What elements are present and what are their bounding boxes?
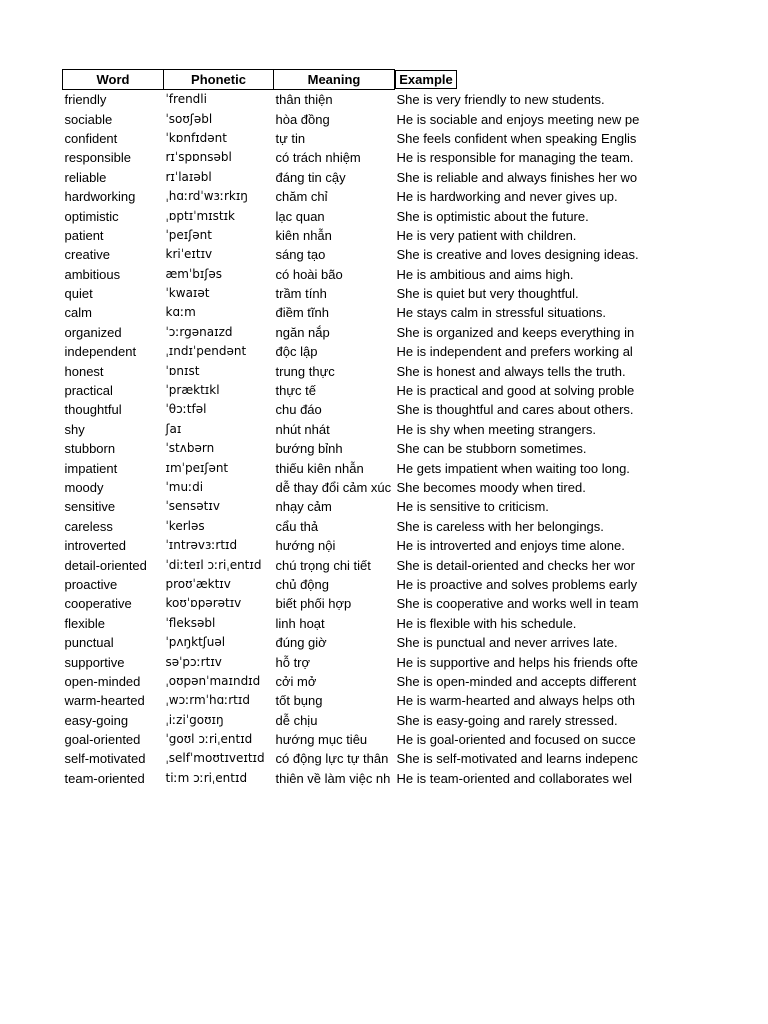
- word-cell[interactable]: easy-going: [64, 712, 129, 728]
- header-word[interactable]: Word: [63, 70, 164, 90]
- table-row: [63, 497, 649, 516]
- header-row: [63, 70, 649, 90]
- phonetic-cell[interactable]: ɪmˈpeɪʃənt: [165, 460, 229, 475]
- word-cell[interactable]: stubborn: [64, 441, 116, 457]
- table-row: [63, 517, 649, 536]
- word-cell[interactable]: organized: [64, 324, 122, 340]
- example-cell[interactable]: She is detail-oriented and checks her wor: [396, 557, 635, 573]
- table-row: [63, 148, 649, 167]
- example-cell[interactable]: He gets impatient when waiting too long.: [396, 460, 630, 476]
- phonetic-cell[interactable]: kriˈeɪtɪv: [165, 247, 213, 262]
- phonetic-cell[interactable]: səˈpɔːrtɪv: [165, 654, 222, 669]
- spreadsheet-sheet: [62, 69, 648, 788]
- meaning-cell[interactable]: biết phối hợp: [275, 596, 352, 612]
- meaning-cell[interactable]: sáng tạo: [275, 247, 326, 263]
- meaning-cell[interactable]: dễ chịu: [275, 712, 318, 728]
- meaning-cell[interactable]: có động lực tự thân: [275, 751, 389, 767]
- meaning-cell[interactable]: hướng nội: [275, 538, 336, 554]
- example-cell[interactable]: She is quiet but very thoughtful.: [396, 286, 579, 302]
- table-row: [63, 749, 649, 768]
- phonetic-cell[interactable]: ˈdiːteɪl ɔːriˌentɪd: [165, 557, 262, 572]
- vocabulary-table: [62, 69, 648, 788]
- example-cell[interactable]: He is flexible with his schedule.: [396, 615, 577, 631]
- phonetic-cell[interactable]: æmˈbɪʃəs: [165, 266, 223, 281]
- example-cell[interactable]: She is very friendly to new students.: [396, 91, 605, 107]
- table-row: [63, 730, 649, 749]
- word-cell[interactable]: shy: [64, 421, 85, 437]
- phonetic-cell[interactable]: ˌhɑːrdˈwɜːrkɪŋ: [165, 189, 248, 204]
- example-cell[interactable]: He is team-oriented and collaborates wel: [396, 770, 633, 786]
- meaning-cell[interactable]: tốt bụng: [275, 693, 323, 709]
- phonetic-cell[interactable]: ˈɪntrəvɜːrtɪd: [165, 538, 238, 553]
- table-row: [63, 672, 649, 691]
- table-row: [63, 265, 649, 284]
- table-row: [63, 168, 649, 187]
- phonetic-cell[interactable]: ˌɒptɪˈmɪstɪk: [165, 208, 236, 223]
- meaning-cell[interactable]: kiên nhẫn: [275, 227, 332, 243]
- meaning-cell[interactable]: điềm tĩnh: [275, 305, 329, 321]
- meaning-cell[interactable]: ngăn nắp: [275, 324, 330, 340]
- meaning-cell[interactable]: chăm chỉ: [275, 189, 328, 205]
- table-row: [63, 400, 649, 419]
- table-row: [63, 458, 649, 477]
- table-row: [63, 536, 649, 555]
- phonetic-cell[interactable]: kɑːm: [165, 305, 196, 320]
- table-row: [63, 439, 649, 458]
- phonetic-cell[interactable]: ˌoʊpənˈmaɪndɪd: [165, 673, 261, 688]
- table-row: [63, 420, 649, 439]
- table-row: [63, 594, 649, 613]
- example-cell[interactable]: She is reliable and always finishes her wo: [396, 169, 638, 185]
- phonetic-cell[interactable]: ˈfleksəbl: [165, 615, 216, 630]
- meaning-cell[interactable]: nhút nhát: [275, 421, 330, 437]
- table-row: [63, 245, 649, 264]
- meaning-cell[interactable]: dễ thay đổi cảm xúc: [275, 480, 392, 495]
- word-cell[interactable]: impatient: [64, 460, 118, 476]
- word-cell[interactable]: ambitious: [64, 266, 121, 282]
- table-row: [63, 109, 649, 128]
- word-cell[interactable]: careless: [64, 518, 113, 534]
- example-cell[interactable]: He is independent and prefers working al: [396, 344, 633, 360]
- phonetic-cell[interactable]: ˈkwaɪət: [165, 286, 210, 301]
- phonetic-cell[interactable]: ˈmuːdi: [165, 480, 204, 494]
- meaning-cell[interactable]: bướng bỉnh: [275, 441, 343, 457]
- word-cell[interactable]: detail-oriented: [64, 557, 147, 573]
- phonetic-cell[interactable]: ˌɪndɪˈpendənt: [165, 344, 247, 359]
- phonetic-cell[interactable]: ˈsensətɪv: [165, 499, 220, 514]
- word-cell[interactable]: hardworking: [64, 189, 136, 205]
- word-cell[interactable]: honest: [64, 363, 104, 379]
- meaning-cell[interactable]: trung thực: [275, 363, 335, 379]
- phonetic-cell[interactable]: rɪˈspɒnsəbl: [165, 150, 232, 165]
- word-cell[interactable]: proactive: [64, 576, 118, 592]
- phonetic-cell[interactable]: ˈkerləs: [165, 518, 205, 533]
- phonetic-cell[interactable]: ˈɒnɪst: [165, 363, 200, 378]
- table-row: [63, 90, 649, 110]
- table-row: [63, 323, 649, 342]
- phonetic-cell[interactable]: ˈsoʊʃəbl: [165, 111, 213, 126]
- table-row: [63, 633, 649, 652]
- phonetic-cell[interactable]: ˈstʌbərn: [165, 441, 215, 456]
- example-cell[interactable]: He is goal-oriented and focused on succe: [396, 732, 636, 748]
- word-cell[interactable]: punctual: [64, 635, 114, 651]
- phonetic-cell[interactable]: ˌselfˈmoʊtɪveɪtɪd: [165, 751, 265, 766]
- phonetic-cell[interactable]: ˈθɔːtfəl: [165, 402, 207, 417]
- table-row: [63, 769, 649, 788]
- table-row: [63, 187, 649, 206]
- phonetic-cell[interactable]: ˈpʌŋktʃuəl: [165, 635, 226, 650]
- phonetic-cell[interactable]: koʊˈɒpərətɪv: [165, 596, 242, 611]
- example-cell[interactable]: She is honest and always tells the truth.: [396, 363, 626, 379]
- word-cell[interactable]: sensitive: [64, 499, 116, 515]
- word-cell[interactable]: cooperative: [64, 596, 132, 612]
- word-cell[interactable]: calm: [64, 305, 92, 321]
- table-row: [63, 555, 649, 574]
- word-cell[interactable]: self-motivated: [64, 751, 146, 767]
- phonetic-cell[interactable]: rɪˈlaɪəbl: [165, 169, 212, 184]
- word-cell[interactable]: confident: [64, 130, 118, 146]
- example-cell[interactable]: She is organized and keeps everything in: [396, 324, 635, 340]
- phonetic-cell[interactable]: tiːm ɔːriˌentɪd: [165, 770, 248, 785]
- word-cell[interactable]: flexible: [64, 615, 105, 631]
- phonetic-cell[interactable]: ˈgoʊl ɔːriˌentɪd: [165, 732, 253, 747]
- table-row: [63, 575, 649, 594]
- table-row: [63, 711, 649, 730]
- table-row: [63, 303, 649, 322]
- meaning-cell[interactable]: đúng giờ: [275, 635, 327, 651]
- phonetic-cell[interactable]: ˈpræktɪkl: [165, 383, 220, 398]
- meaning-cell[interactable]: có hoài bão: [275, 266, 343, 282]
- example-cell[interactable]: She feels confident when speaking Englis: [396, 130, 637, 146]
- example-cell[interactable]: He is practical and good at solving proble: [396, 383, 635, 399]
- meaning-cell[interactable]: thiên về làm việc nh: [275, 770, 391, 786]
- table-row: [63, 614, 649, 633]
- meaning-cell[interactable]: linh hoạt: [275, 615, 325, 631]
- example-cell[interactable]: He is introverted and enjoys time alone.: [396, 538, 625, 554]
- word-cell[interactable]: responsible: [64, 150, 131, 166]
- example-cell[interactable]: He stays calm in stressful situations.: [396, 305, 607, 321]
- word-cell[interactable]: team-oriented: [64, 770, 145, 786]
- meaning-cell[interactable]: cởi mở: [275, 673, 317, 689]
- table-row: [63, 129, 649, 148]
- header-example-cell[interactable]: [395, 70, 649, 90]
- meaning-cell[interactable]: chú trọng chi tiết: [275, 557, 371, 573]
- table-row: [63, 478, 649, 497]
- example-cell[interactable]: He is warm-hearted and always helps oth: [396, 693, 635, 709]
- example-cell[interactable]: He is responsible for managing the team.: [396, 150, 634, 166]
- example-cell[interactable]: He is sensitive to criticism.: [396, 499, 549, 515]
- meaning-cell[interactable]: nhạy cảm: [275, 499, 332, 515]
- table-row: [63, 342, 649, 361]
- example-cell[interactable]: She is thoughtful and cares about others.: [396, 402, 634, 418]
- word-cell[interactable]: practical: [64, 383, 113, 399]
- meaning-cell[interactable]: trầm tính: [275, 286, 327, 302]
- meaning-cell[interactable]: cẩu thả: [275, 518, 319, 534]
- phonetic-cell[interactable]: ˈfrendli: [165, 92, 207, 107]
- table-body: [63, 90, 649, 789]
- meaning-cell[interactable]: có trách nhiệm: [275, 150, 361, 166]
- word-cell[interactable]: independent: [64, 344, 137, 360]
- word-cell[interactable]: optimistic: [64, 208, 119, 224]
- example-cell[interactable]: She is cooperative and works well in team: [396, 596, 639, 612]
- table-row: [63, 691, 649, 710]
- meaning-cell[interactable]: thiếu kiên nhẫn: [275, 460, 364, 476]
- header-example: Example: [395, 70, 457, 89]
- word-cell[interactable]: creative: [64, 247, 111, 263]
- example-cell[interactable]: She can be stubborn sometimes.: [396, 441, 587, 457]
- example-cell[interactable]: She is self-motivated and learns indepenc: [396, 751, 638, 767]
- example-cell[interactable]: She is open-minded and accepts different: [396, 673, 637, 689]
- example-cell[interactable]: He is proactive and solves problems early: [396, 576, 638, 592]
- phonetic-cell[interactable]: ˌwɔːrmˈhɑːrtɪd: [165, 693, 250, 708]
- word-cell[interactable]: moody: [64, 480, 104, 495]
- example-cell[interactable]: She is punctual and never arrives late.: [396, 635, 618, 651]
- header-phonetic[interactable]: Phonetic: [164, 70, 274, 90]
- example-cell[interactable]: He is ambitious and aims high.: [396, 266, 574, 282]
- meaning-cell[interactable]: chủ động: [275, 576, 329, 592]
- example-cell[interactable]: She becomes moody when tired.: [396, 480, 586, 495]
- meaning-cell[interactable]: hòa đồng: [275, 111, 330, 127]
- example-cell[interactable]: She is creative and loves designing ideas.: [396, 247, 639, 263]
- phonetic-cell[interactable]: proʊˈæktɪv: [165, 576, 231, 591]
- phonetic-cell[interactable]: ˈkɒnfɪdənt: [165, 130, 227, 145]
- table-row: [63, 284, 649, 303]
- meaning-cell[interactable]: hướng mục tiêu: [275, 732, 368, 748]
- table-row: [63, 206, 649, 225]
- example-cell[interactable]: He is sociable and enjoys meeting new pe: [396, 111, 640, 127]
- word-cell[interactable]: thoughtful: [64, 402, 122, 418]
- table-row: [63, 226, 649, 245]
- example-cell[interactable]: He is shy when meeting strangers.: [396, 421, 596, 437]
- meaning-cell[interactable]: độc lập: [275, 344, 318, 360]
- phonetic-cell[interactable]: ˈɔːrgənaɪzd: [165, 324, 233, 339]
- word-cell[interactable]: goal-oriented: [64, 732, 141, 748]
- example-cell[interactable]: He is very patient with children.: [396, 227, 577, 243]
- meaning-cell[interactable]: thân thiện: [275, 92, 333, 108]
- meaning-cell[interactable]: hỗ trợ: [275, 654, 311, 670]
- meaning-cell[interactable]: tự tin: [275, 130, 306, 146]
- example-cell[interactable]: She is careless with her belongings.: [396, 518, 604, 534]
- word-cell[interactable]: open-minded: [64, 673, 141, 689]
- meaning-cell[interactable]: chu đáo: [275, 402, 322, 418]
- word-cell[interactable]: reliable: [64, 169, 107, 185]
- phonetic-cell[interactable]: ˈpeɪʃənt: [165, 227, 212, 242]
- example-cell[interactable]: He is hardworking and never gives up.: [396, 189, 618, 205]
- header-meaning[interactable]: Meaning: [274, 70, 395, 90]
- word-cell[interactable]: patient: [64, 227, 104, 243]
- word-cell[interactable]: sociable: [64, 111, 113, 127]
- word-cell[interactable]: warm-hearted: [64, 693, 145, 709]
- example-cell[interactable]: She is optimistic about the future.: [396, 208, 589, 224]
- phonetic-cell[interactable]: ʃaɪ: [165, 421, 182, 436]
- meaning-cell[interactable]: lạc quan: [275, 208, 325, 224]
- meaning-cell[interactable]: đáng tin cậy: [275, 169, 346, 185]
- word-cell[interactable]: friendly: [64, 92, 107, 108]
- table-row: [63, 361, 649, 380]
- example-cell[interactable]: She is easy-going and rarely stressed.: [396, 712, 618, 728]
- table-row: [63, 652, 649, 671]
- word-cell[interactable]: quiet: [64, 286, 93, 302]
- word-cell[interactable]: introverted: [64, 538, 126, 554]
- phonetic-cell[interactable]: ˌiːziˈgoʊɪŋ: [165, 712, 224, 727]
- table-row: [63, 381, 649, 400]
- meaning-cell[interactable]: thực tế: [275, 383, 316, 399]
- example-cell[interactable]: He is supportive and helps his friends ofte: [396, 654, 638, 670]
- word-cell[interactable]: supportive: [64, 654, 125, 670]
